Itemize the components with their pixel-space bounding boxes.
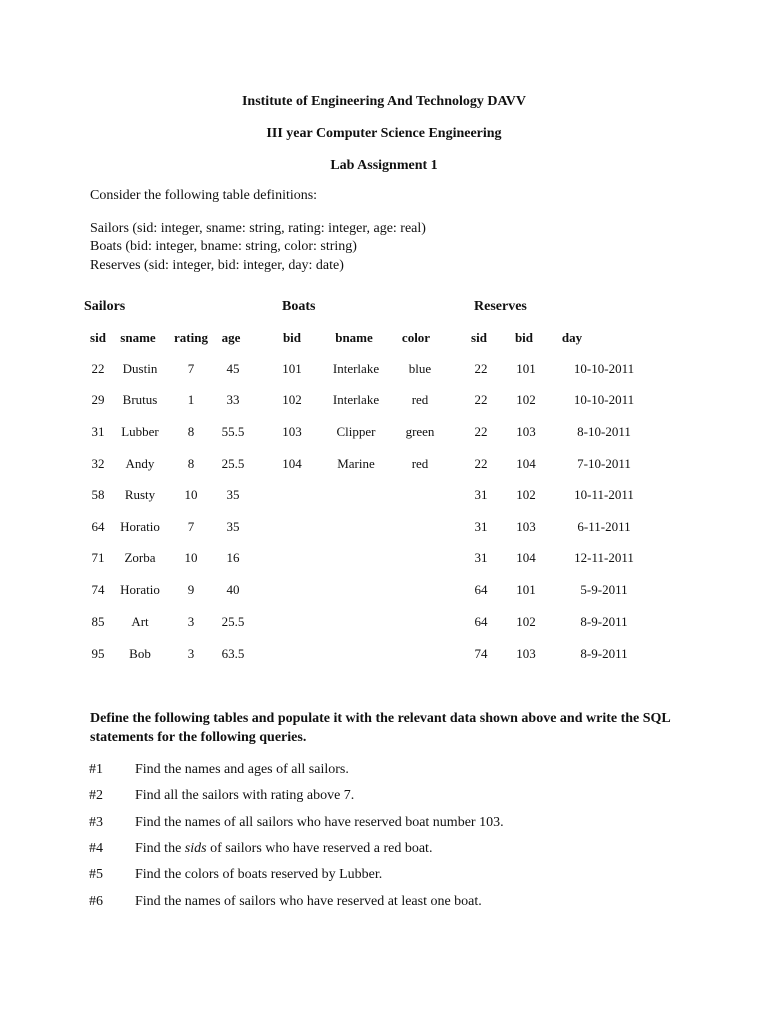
sailors-cell-sname: Zorba [124, 550, 156, 565]
sailors-cell-age: 35 [226, 487, 240, 502]
sailors-cell-rating: 10 [184, 487, 198, 502]
reserves-cell-sid: 22 [474, 361, 488, 376]
sailors-cell-age: 25.5 [221, 456, 245, 471]
boats-col-header-bid: bid [282, 330, 302, 345]
sailors-cell-sid: 71 [91, 550, 105, 565]
sailors-cell-sname: Andy [125, 456, 155, 471]
sailors-cell-rating: 3 [187, 614, 195, 629]
sailors-cell-rating: 7 [187, 361, 195, 376]
intro-text: Consider the following table definitions: [90, 188, 318, 203]
reserves-cell-sid: 22 [474, 456, 488, 471]
sailors-cell-age: 55.5 [221, 424, 245, 439]
reserves-cell-day: 8-9-2011 [580, 614, 628, 629]
reserves-cell-day: 10-10-2011 [573, 392, 635, 407]
reserves-cell-bid: 104 [516, 456, 536, 471]
sailors-cell-sid: 22 [91, 361, 105, 376]
query-text: Find the colors of boats reserved by Lubber. [135, 867, 383, 882]
boats-table-title: Boats [282, 299, 316, 314]
boats-cell-bid: 104 [282, 456, 302, 471]
reserves-cell-sid: 31 [474, 519, 488, 534]
query-text: Find all the sailors with rating above 7. [135, 788, 355, 803]
reserves-cell-sid: 74 [474, 646, 488, 661]
reserves-cell-day: 10-10-2011 [573, 361, 635, 376]
reserves-cell-sid: 31 [474, 550, 488, 565]
sailors-cell-age: 35 [226, 519, 240, 534]
boats-col-header-bname: bname [335, 330, 373, 345]
boats-cell-color: red [411, 456, 429, 471]
reserves-cell-day: 7-10-2011 [577, 456, 631, 471]
sailors-cell-rating: 8 [187, 456, 195, 471]
sailors-cell-sid: 31 [91, 424, 105, 439]
definition-boats: Boats (bid: integer, bname: string, color: string) [90, 239, 357, 254]
reserves-col-header-day: day [561, 330, 583, 345]
sailors-cell-age: 25.5 [221, 614, 245, 629]
sailors-cell-rating: 1 [187, 392, 195, 407]
sailors-cell-sname: Dustin [122, 361, 158, 376]
sailors-col-header-sname: sname [120, 330, 156, 345]
sailors-cell-sid: 58 [91, 487, 105, 502]
query-text-post: of sailors who have reserved a red boat. [206, 841, 433, 856]
reserves-cell-bid: 102 [516, 614, 536, 629]
sailors-cell-age: 40 [226, 582, 240, 597]
reserves-cell-bid: 102 [516, 487, 536, 502]
boats-cell-color: green [405, 424, 435, 439]
sailors-cell-age: 45 [226, 361, 240, 376]
sailors-cell-sid: 74 [91, 582, 105, 597]
sailors-cell-age: 63.5 [221, 646, 245, 661]
sailors-col-header-rating: rating [174, 330, 208, 345]
boats-cell-bid: 102 [282, 392, 302, 407]
reserves-cell-bid: 104 [516, 550, 536, 565]
query-text-emphasis: sids [184, 841, 207, 856]
boats-cell-bname: Interlake [332, 392, 380, 407]
query-number: #1 [89, 762, 103, 777]
query-text: Find the names of all sailors who have reserved boat number 103. [135, 815, 504, 830]
sailors-col-header-sid: sid [90, 330, 106, 345]
reserves-cell-sid: 64 [474, 614, 488, 629]
sailors-cell-rating: 9 [187, 582, 195, 597]
sailors-cell-sid: 29 [91, 392, 105, 407]
sailors-cell-sid: 32 [91, 456, 105, 471]
reserves-cell-bid: 103 [516, 646, 536, 661]
definition-sailors: Sailors (sid: integer, sname: string, rating: integer, age: real) [90, 221, 426, 236]
reserves-col-header-bid: bid [514, 330, 534, 345]
query-text: Find the names and ages of all sailors. [135, 762, 349, 777]
reserves-cell-sid: 22 [474, 424, 488, 439]
reserves-cell-bid: 101 [516, 361, 536, 376]
reserves-cell-day: 8-9-2011 [580, 646, 628, 661]
sailors-cell-rating: 3 [187, 646, 195, 661]
reserves-cell-day: 12-11-2011 [574, 550, 634, 565]
boats-cell-bid: 103 [282, 424, 302, 439]
sailors-cell-sname: Rusty [124, 487, 156, 502]
reserves-table-title: Reserves [474, 299, 527, 314]
course-title: III year Computer Science Engineering [266, 126, 502, 141]
reserves-cell-sid: 64 [474, 582, 488, 597]
instructions-line-2: statements for the following queries. [90, 730, 307, 745]
reserves-col-header-sid: sid [471, 330, 487, 345]
sailors-cell-sname: Horatio [120, 519, 160, 534]
reserves-cell-day: 6-11-2011 [577, 519, 631, 534]
query-number: #4 [89, 841, 103, 856]
query-text: Find the names of sailors who have reserved at least one boat. [135, 894, 482, 909]
sailors-cell-sname: Bob [129, 646, 151, 661]
boats-cell-bid: 101 [282, 361, 302, 376]
query-number: #3 [89, 815, 103, 830]
institute-title: Institute of Engineering And Technology DAVV [241, 94, 527, 109]
boats-cell-color: red [411, 392, 429, 407]
sailors-cell-age: 16 [226, 550, 240, 565]
reserves-cell-bid: 101 [516, 582, 536, 597]
reserves-cell-bid: 103 [516, 424, 536, 439]
reserves-cell-bid: 103 [516, 519, 536, 534]
boats-cell-bname: Interlake [332, 361, 380, 376]
sailors-cell-rating: 7 [187, 519, 195, 534]
boats-cell-bname: Marine [337, 456, 375, 471]
reserves-cell-bid: 102 [516, 392, 536, 407]
sailors-cell-sname: Art [131, 614, 149, 629]
reserves-cell-day: 10-11-2011 [574, 487, 634, 502]
sailors-col-header-age: age [221, 330, 241, 345]
query-text-pre: Find the [135, 841, 185, 856]
instructions-line-1: Define the following tables and populate it with the relevant data shown above and write the SQL [90, 711, 671, 726]
sailors-cell-sname: Lubber [121, 424, 159, 439]
boats-col-header-color: color [401, 330, 431, 345]
reserves-cell-sid: 22 [474, 392, 488, 407]
sailors-cell-rating: 10 [184, 550, 198, 565]
definition-reserves: Reserves (sid: integer, bid: integer, day: date) [90, 258, 344, 273]
sailors-cell-age: 33 [226, 392, 240, 407]
sailors-cell-sname: Brutus [122, 392, 158, 407]
query-number: #6 [89, 894, 103, 909]
boats-cell-color: blue [408, 361, 432, 376]
sailors-table-title: Sailors [84, 299, 126, 314]
sailors-cell-sid: 85 [91, 614, 105, 629]
reserves-cell-day: 8-10-2011 [577, 424, 631, 439]
reserves-cell-sid: 31 [474, 487, 488, 502]
assignment-title: Lab Assignment 1 [330, 158, 438, 173]
sailors-cell-sid: 64 [91, 519, 105, 534]
boats-cell-bname: Clipper [336, 424, 376, 439]
sailors-cell-sid: 95 [91, 646, 105, 661]
sailors-cell-sname: Horatio [120, 582, 160, 597]
query-number: #2 [89, 788, 103, 803]
query-text [135, 841, 432, 857]
query-number: #5 [89, 867, 103, 882]
reserves-cell-day: 5-9-2011 [580, 582, 628, 597]
sailors-cell-rating: 8 [187, 424, 195, 439]
